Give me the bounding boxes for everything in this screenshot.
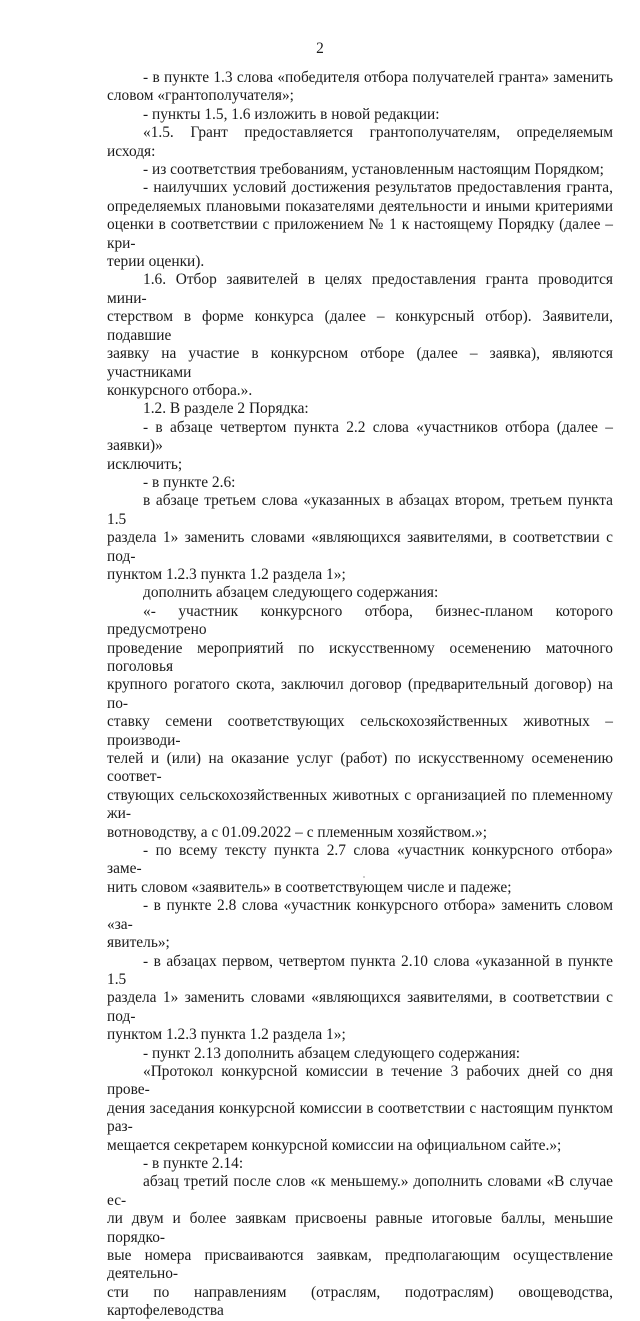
paragraph-line: - в пункте 2.14: <box>143 1154 244 1172</box>
paragraph-line: дополнить абзацем следующего содержания: <box>143 584 439 602</box>
paragraph-line: 1.2. В разделе 2 Порядка: <box>143 400 309 418</box>
paragraph <box>107 419 613 474</box>
paragraph-line: словом «грантополучателя»; <box>107 87 294 105</box>
paragraph-line: ли двум и более заявкам присвоены равные итоговые баллы, меньшие порядко- <box>107 1210 613 1246</box>
paragraph <box>107 1173 613 1320</box>
paragraph <box>107 1155 613 1173</box>
paragraph <box>107 124 613 161</box>
paragraph <box>107 179 613 271</box>
paragraph-line: «1.5. Грант предоставляется грантополучателям, определяемым исходя: <box>107 124 613 160</box>
paragraph-line: определяемых плановыми показателями деятельности и иными критериями <box>107 197 613 215</box>
paragraph-line: явитель»; <box>107 934 170 952</box>
paragraph-line: телей и (или) на оказание услуг (работ) по искусственному осеменению соответ- <box>107 750 613 786</box>
paragraph-line: нить словом «заявитель» в соответствующем числе и падеже; <box>107 878 512 896</box>
paragraph-line: «Протокол конкурсной комиссии в течение 3 рабочих дней со дня прове- <box>107 1062 613 1099</box>
paragraph-line: раздела 1» заменить словами «являющихся заявителями, в соответствии с под- <box>107 989 613 1025</box>
paragraph-line: - пункт 2.13 дополнить абзацем следующего содержания: <box>143 1044 521 1062</box>
paragraph-line: раздела 1» заменить словами «являющихся заявителями, в соответствии с под- <box>107 529 613 565</box>
paragraph-line: мещается секретарем конкурсной комиссии на официальном сайте.»; <box>107 1136 562 1154</box>
paragraph-line: - в пункте 2.6: <box>143 473 236 491</box>
document-body <box>107 69 613 1321</box>
page-number: 2 <box>316 40 324 57</box>
paragraph <box>107 584 613 602</box>
paragraph-line: - наилучших условий достижения результатов предоставления гранта, <box>143 179 613 197</box>
paragraph-line: - в пункте 1.3 слова «победителя отбора получателей гранта» заменить <box>143 69 613 86</box>
paragraph <box>107 69 613 106</box>
paragraph-line: пунктом 1.2.3 пункта 1.2 раздела 1»; <box>107 1026 346 1044</box>
scan-speck <box>363 876 365 878</box>
paragraph-line: вые номера присваиваются заявкам, предполагающим осуществление деятельно- <box>107 1247 613 1283</box>
paragraph <box>107 953 613 1045</box>
paragraph-line: - в абзаце четвертом пункта 2.2 слова «участников отбора (далее – заявки)» <box>107 418 613 455</box>
paragraph-line: крупного рогатого скота, заключил договор (предварительный договор) на по- <box>107 676 613 712</box>
paragraph <box>107 1063 613 1155</box>
paragraph <box>107 492 613 584</box>
paragraph-line: заявку на участие в конкурсном отборе (далее – заявка), являются участниками <box>107 345 613 381</box>
paragraph-line: ставку семени соответствующих сельскохозяйственных животных – производи- <box>107 713 613 749</box>
paragraph-line: 1.6. Отбор заявителей в целях предоставления гранта проводится мини- <box>107 271 613 307</box>
paragraph <box>107 603 613 842</box>
paragraph-line: - по всему тексту пункта 2.7 слова «участник конкурсного отбора» заме- <box>107 842 613 878</box>
paragraph-line: - пункты 1.5, 1.6 изложить в новой редакции: <box>143 105 440 123</box>
paragraph-line: сти по направлениям (отраслям, подотраслям) овощеводства, картофелеводства <box>107 1283 613 1320</box>
paragraph-line: дения заседания конкурсной комиссии в соответствии с настоящим пунктом раз- <box>107 1099 613 1136</box>
paragraph <box>107 897 613 952</box>
paragraph <box>107 271 613 400</box>
paragraph-line: - из соответствия требованиям, установленным настоящим Порядком; <box>143 161 604 179</box>
paragraph-line: стерством в форме конкурса (далее – конкурсный отбор). Заявители, подавшие <box>107 308 613 344</box>
paragraph <box>107 474 613 492</box>
paragraph-line: конкурсного отбора.». <box>107 381 253 399</box>
paragraph-line: - в пункте 2.8 слова «участник конкурсного отбора» заменить словом «за- <box>107 897 613 933</box>
paragraph-line: вотноводству, а с 01.09.2022 – с племенным хозяйством.»; <box>107 823 487 841</box>
paragraph-line: в абзаце третьем слова «указанных в абзацах втором, третьем пункта 1.5 <box>107 492 613 528</box>
paragraph-line: терии оценки). <box>107 253 205 271</box>
paragraph-line: исключить; <box>107 455 183 473</box>
paragraph <box>107 106 613 124</box>
paragraph-line: абзац третий после слов «к меньшему.» дополнить словами «В случае ес- <box>107 1173 613 1209</box>
paragraph-line: пунктом 1.2.3 пункта 1.2 раздела 1»; <box>107 565 346 583</box>
paragraph <box>107 842 613 897</box>
paragraph <box>107 161 613 179</box>
paragraph-line: «- участник конкурсного отбора, бизнес-планом которого предусмотрено <box>107 602 613 639</box>
paragraph-line: оценки в соответствии с приложением № 1 к настоящему Порядку (далее – кри- <box>107 216 613 252</box>
paragraph <box>107 400 613 418</box>
paragraph-line: ствующих сельскохозяйственных животных с организацией по племенному жи- <box>107 786 613 823</box>
paragraph-line: проведение мероприятий по искусственному осеменению маточного поголовья <box>107 639 613 675</box>
paragraph <box>107 1045 613 1063</box>
paragraph-line: - в абзацах первом, четвертом пункта 2.10 слова «указанной в пункте 1.5 <box>107 952 613 988</box>
